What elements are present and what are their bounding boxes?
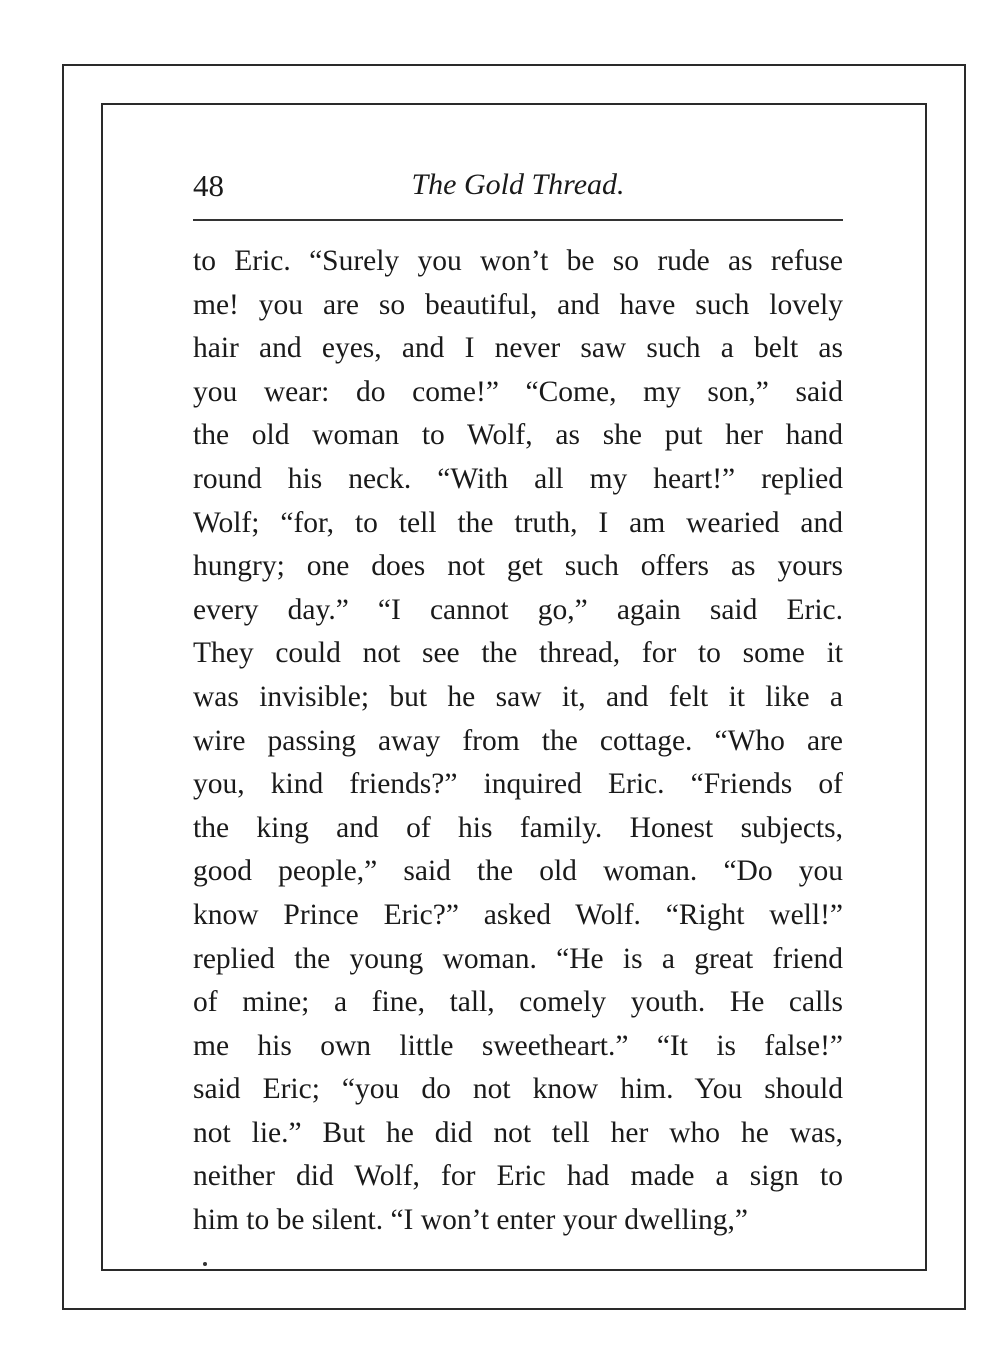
page-number: 48: [193, 168, 224, 203]
text-line: wire passing away from the cottage. “Who are: [193, 724, 843, 757]
text-line: They could not see the thread, for to some it: [193, 637, 843, 670]
text-line: me his own little sweetheart.” “It is false!”: [193, 1029, 843, 1062]
text-line: round his neck. “With all my heart!” replied: [193, 462, 843, 495]
text-line: to Eric. “Surely you won’t be so rude as refuse: [193, 245, 843, 277]
text-line: good people,” said the old woman. “Do you: [193, 855, 843, 888]
text-line: the old woman to Wolf, as she put her hand: [193, 419, 843, 452]
text-line: him to be silent. “I won’t enter your dwelling,”: [193, 1204, 748, 1237]
header-rule: [193, 219, 843, 221]
running-title: The Gold Thread.: [411, 168, 625, 201]
text-line: hungry; one does not get such offers as yours: [193, 550, 843, 583]
text-line: said Eric; “you do not know him. You should: [193, 1073, 843, 1106]
text-line: was invisible; but he saw it, and felt it like a: [193, 680, 843, 713]
page-header: [193, 160, 843, 208]
text-line: you, kind friends?” inquired Eric. “Friends of: [193, 768, 843, 801]
text-line: not lie.” But he did not tell her who he was,: [193, 1116, 843, 1149]
ink-speck: [203, 1262, 207, 1266]
text-line: every day.” “I cannot go,” again said Eric.: [193, 593, 843, 626]
text-line: me! you are so beautiful, and have such lovely: [193, 288, 843, 321]
text-line: Wolf; “for, to tell the truth, I am wearied and: [193, 506, 843, 539]
text-line: the king and of his family. Honest subjects,: [193, 811, 843, 844]
text-line: hair and eyes, and I never saw such a belt as: [193, 332, 843, 365]
text-line: know Prince Eric?” asked Wolf. “Right well!”: [193, 898, 843, 931]
text-line: you wear: do come!” “Come, my son,” said: [193, 375, 843, 408]
text-line: neither did Wolf, for Eric had made a sign to: [193, 1160, 843, 1193]
text-line: of mine; a fine, tall, comely youth. He calls: [193, 986, 843, 1019]
text-line: replied the young woman. “He is a great friend: [193, 942, 843, 975]
body-text: [193, 240, 843, 1243]
